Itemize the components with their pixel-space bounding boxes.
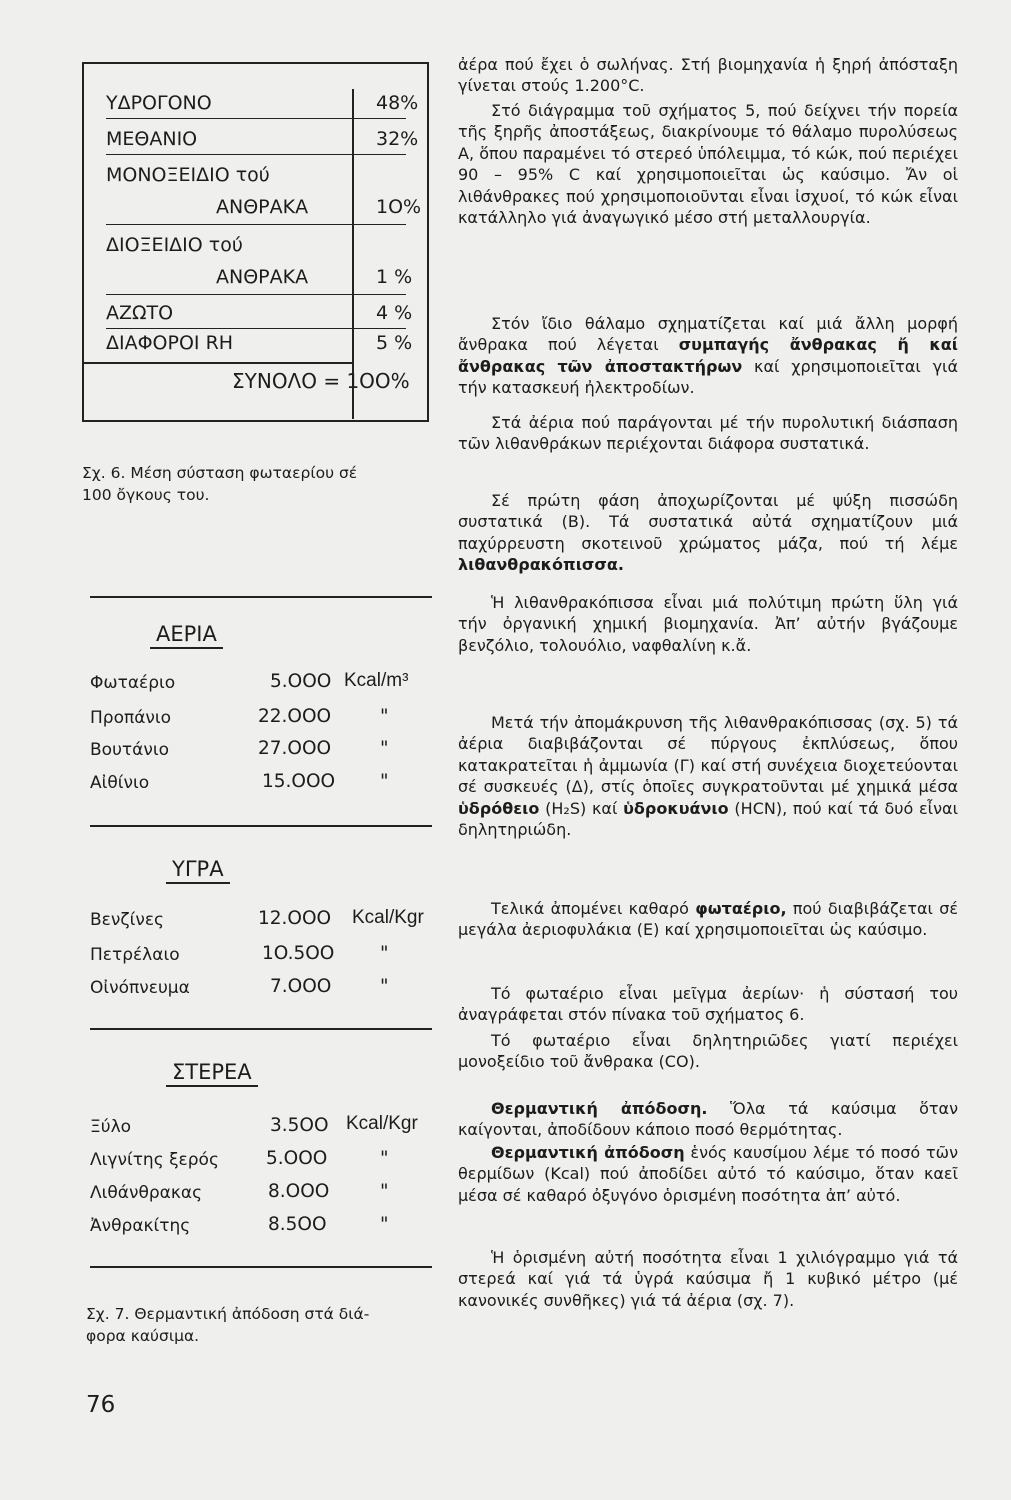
table-row <box>106 128 419 155</box>
paragraph: Τό φωταέριο εἶναι δηλητηριῶδες γιατί περιέχει μονοξείδιο τοῦ ἄνθρακα (CO). <box>458 1031 958 1072</box>
paragraph <box>458 898 958 941</box>
bold-term: ὑδροκυάνιο <box>623 798 729 818</box>
fuel-value: 5.OOO <box>266 1148 328 1169</box>
section-heading-solids: ΣΤΕΡΕΑ <box>166 1060 258 1087</box>
fuel-value: 12.OOO <box>258 908 332 929</box>
component-name: ΥΔΡΟΓΟΝΟ <box>106 92 212 114</box>
bold-term: φωταέριο, <box>695 899 787 918</box>
fuel-name: Λιθάνθρακας <box>90 1183 203 1203</box>
section-rule <box>90 825 432 827</box>
section-heading-gases: ΑΕΡΙΑ <box>150 622 223 649</box>
section-rule <box>90 596 432 598</box>
table-row <box>106 332 413 358</box>
paragraph: Στά ἀέρια πού παράγονται μέ τήν πυρολυτική διάσπαση τῶν λιθανθράκων περιέχονται διάφορα συστατικά. <box>458 413 958 454</box>
fuel-unit: Kcal/m³ <box>344 670 409 691</box>
fuel-value: 3.5OO <box>270 1115 329 1136</box>
paragraph: Τό φωταέριο εἶναι μεῖγμα ἀερίων· ἡ σύστασή του ἀναγράφεται στόν πίνακα τοῦ σχήματος 6. <box>458 984 958 1025</box>
bold-term: Θερμαντική ἀπόδοση. <box>491 1099 708 1118</box>
table-total: ΣΥΝΟΛΟ = 1OO% <box>232 369 410 393</box>
fuel-name: Λιγνίτης ξερός <box>90 1150 219 1170</box>
fuel-value: 27.OOO <box>258 738 332 759</box>
text-run: ἑνός καυσίμου λέμε τό ποσό τῶν θερμίδων (Kcal) πού ἀποδίδει αὐτό τό καύσιμο, ὅταν καεῖ μέσα σέ καθαρό ὀξυγόνο ὁρισμένη ποσότητα ἀπ’ αὐτό. <box>458 1143 958 1205</box>
paragraph: ἀέρα πού ἔχει ὁ σωλήνας. Στή βιομηχανία ἡ ξηρή ἀπόσταξη γίνεται στούς 1.200°C. <box>458 55 958 96</box>
component-name: ΔΙΟΞΕΙΔΙΟ τού <box>106 234 243 256</box>
table-rule <box>84 362 352 364</box>
paragraph <box>458 1142 958 1206</box>
component-name: ΜΕΘΑΝΙΟ <box>106 128 198 150</box>
fuel-value: 7.OOO <box>270 976 332 997</box>
fuel-name: Ἀνθρακίτης <box>90 1216 191 1236</box>
caption-line: 100 ὄγκους του. <box>82 486 210 504</box>
gas-composition-table <box>82 62 429 422</box>
paragraph <box>458 313 958 399</box>
component-name-continued: ΑΝΘΡΑΚΑ <box>216 196 309 218</box>
fuel-value: 8.OOO <box>268 1181 330 1202</box>
component-percent: 1O% <box>376 196 422 218</box>
fuel-value: 15.OOO <box>262 771 336 792</box>
text-run: (H₂S) καί <box>539 798 624 818</box>
paragraph <box>458 712 958 840</box>
ditto-mark: " <box>380 976 389 997</box>
bold-term: συμπαγής ἄνθρακας ἤ καί ἄνθρακας τῶν ἀποστακτήρων <box>458 335 959 376</box>
ditto-mark: " <box>380 771 389 792</box>
section-rule <box>90 1028 432 1030</box>
fuel-name: Ξύλο <box>90 1117 132 1137</box>
paragraph <box>458 1098 958 1141</box>
text-run: (HCN), πού καί τά δυό εἶναι δηλητηριώδη. <box>458 798 958 840</box>
fuel-unit: Kcal/Kgr <box>352 907 424 928</box>
table-row <box>106 234 413 295</box>
fuel-value: 5.OOO <box>270 671 332 692</box>
component-name-continued: ΑΝΘΡΑΚΑ <box>216 266 309 288</box>
table-row <box>106 92 419 119</box>
fuel-value: 8.5OO <box>268 1214 327 1235</box>
caption-line: Σχ. 7. Θερμαντική ἀπόδοση στά διά- <box>86 1305 370 1323</box>
ditto-mark: " <box>380 1181 389 1202</box>
fuel-unit: Kcal/Kgr <box>346 1113 418 1134</box>
component-name: ΑΖΩΤΟ <box>106 302 174 324</box>
fuel-name: Αἰθίνιο <box>90 773 150 793</box>
page-number: 76 <box>86 1392 116 1418</box>
component-percent: 4 % <box>376 302 413 324</box>
bold-term: Θερμαντική ἀπόδοση <box>491 1143 685 1162</box>
fuel-name: Προπάνιο <box>90 708 172 728</box>
text-run: Μετά τήν ἀπομάκρυνση τῆς λιθανθρακόπισσας (σχ. 5) τά ἀέρια διαβιβάζονται σέ πύργους ἐκπλύσεως, ὅπου κατακρατεῖται ἡ ἀμμωνία (Γ) καί στή συνέχεια διοχετεύονται σέ συσκευές (Δ), στίς ὁποῖες συγκρατοῦνται μέ χημικά μέσα <box>458 713 958 797</box>
figure-7-caption <box>86 1303 369 1347</box>
text-run: Τελικά ἀπομένει καθαρό <box>491 899 696 918</box>
ditto-mark: " <box>380 1214 389 1235</box>
fuel-value: 1O.5OO <box>262 943 335 964</box>
section-heading-liquids: ΥΓΡΑ <box>166 857 230 884</box>
section-rule <box>90 1266 432 1268</box>
ditto-mark: " <box>380 738 389 759</box>
ditto-mark: " <box>380 706 389 727</box>
table-row <box>106 164 422 225</box>
paragraph <box>458 490 958 576</box>
component-percent: 48% <box>376 92 419 114</box>
fuel-name: Βενζίνες <box>90 910 165 930</box>
paragraph: Ἡ ὁρισμένη αὐτή ποσότητα εἶναι 1 χιλιόγραμμο γιά τά στερεά καί γιά τά ὑγρά καύσιμα ἤ 1 κυβικό μέτρο (μέ κανονικές συνθῆκες) γιά τά ἀέρια (σχ. 7). <box>458 1248 958 1310</box>
component-percent: 1 % <box>376 266 413 288</box>
paragraph: Ἡ λιθανθρακόπισσα εἶναι μιά πολύτιμη πρώτη ὕλη γιά τήν ὀργανική χημική βιομηχανία. Ἀπ’ αὐτήν βγάζουμε βενζόλιο, τολουόλιο, ναφθαλίνη κ.ἄ. <box>458 593 958 655</box>
component-name: ΔΙΑΦΟΡΟΙ RH <box>106 332 234 354</box>
component-name: ΜΟΝΟΞΕΙΔΙΟ τού <box>106 164 270 186</box>
component-percent: 32% <box>376 128 419 150</box>
ditto-mark: " <box>380 1148 389 1169</box>
table-row <box>106 302 413 329</box>
bold-term: ὑδρόθειο <box>458 798 540 818</box>
fuel-name: Βουτάνιο <box>90 740 169 760</box>
text-run: πού διαβιβάζεται σέ μεγάλα ἀεριοφυλάκια (Ε) καί χρησιμοποιεῖται ὡς καύσιμο. <box>458 899 959 940</box>
fuel-name: Πετρέλαιο <box>90 945 180 965</box>
fuel-name: Οἰνόπνευμα <box>90 978 190 998</box>
bold-term: λιθανθρακόπισσα. <box>458 555 624 575</box>
ditto-mark: " <box>380 943 389 964</box>
component-percent: 5 % <box>376 332 413 354</box>
figure-6-caption <box>82 462 357 506</box>
text-run: Ὅλα τά καύσιμα ὅταν καίγονται, ἀποδίδουν κάποιο ποσό θερμότητας. <box>458 1099 959 1140</box>
text-run: Σέ πρώτη φάση ἀποχωρίζονται μέ ψύξη πισσώδη συστατικά (Β). Τά συστατικά αὐτά σχηματίζουν μιά παχύρρευστη σκοτεινοῦ χρώματος μάζα, πού τή λέμε <box>458 491 958 553</box>
caption-line: Σχ. 6. Μέση σύσταση φωταερίου σέ <box>82 464 358 482</box>
fuel-name: Φωταέριο <box>90 673 176 693</box>
text-run: καί χρησιμοποιεῖται γιά τήν κατασκευή ἠλεκτροδίων. <box>458 356 958 398</box>
text-run: Στόν ἴδιο θάλαμο σχηματίζεται καί μιά ἄλλη μορφή ἄνθρακα πού λέγεται <box>458 314 958 355</box>
caption-line: φορα καύσιμα. <box>86 1327 200 1345</box>
paragraph: Στό διάγραμμα τοῦ σχήματος 5, πού δείχνει τήν πορεία τῆς ξηρῆς ἀποστάξεως, διακρίνουμε τό θάλαμο πυρολύσεως Α, ὅπου παραμένει τό στερεό ὑπόλειμμα, τό κώκ, πού περιέχει 90 – 95% C καί χρησιμοποιεῖται ὡς καύσιμο. Ἄν οἱ λιθάνθρακες πού χρησιμοποιοῦνται εἶναι ἰσχυοί, τό κώκ εἶναι κατάλληλο γιά ἀναγωγικό μέσο στή μεταλλουργία. <box>458 101 958 228</box>
fuel-value: 22.OOO <box>258 706 332 727</box>
